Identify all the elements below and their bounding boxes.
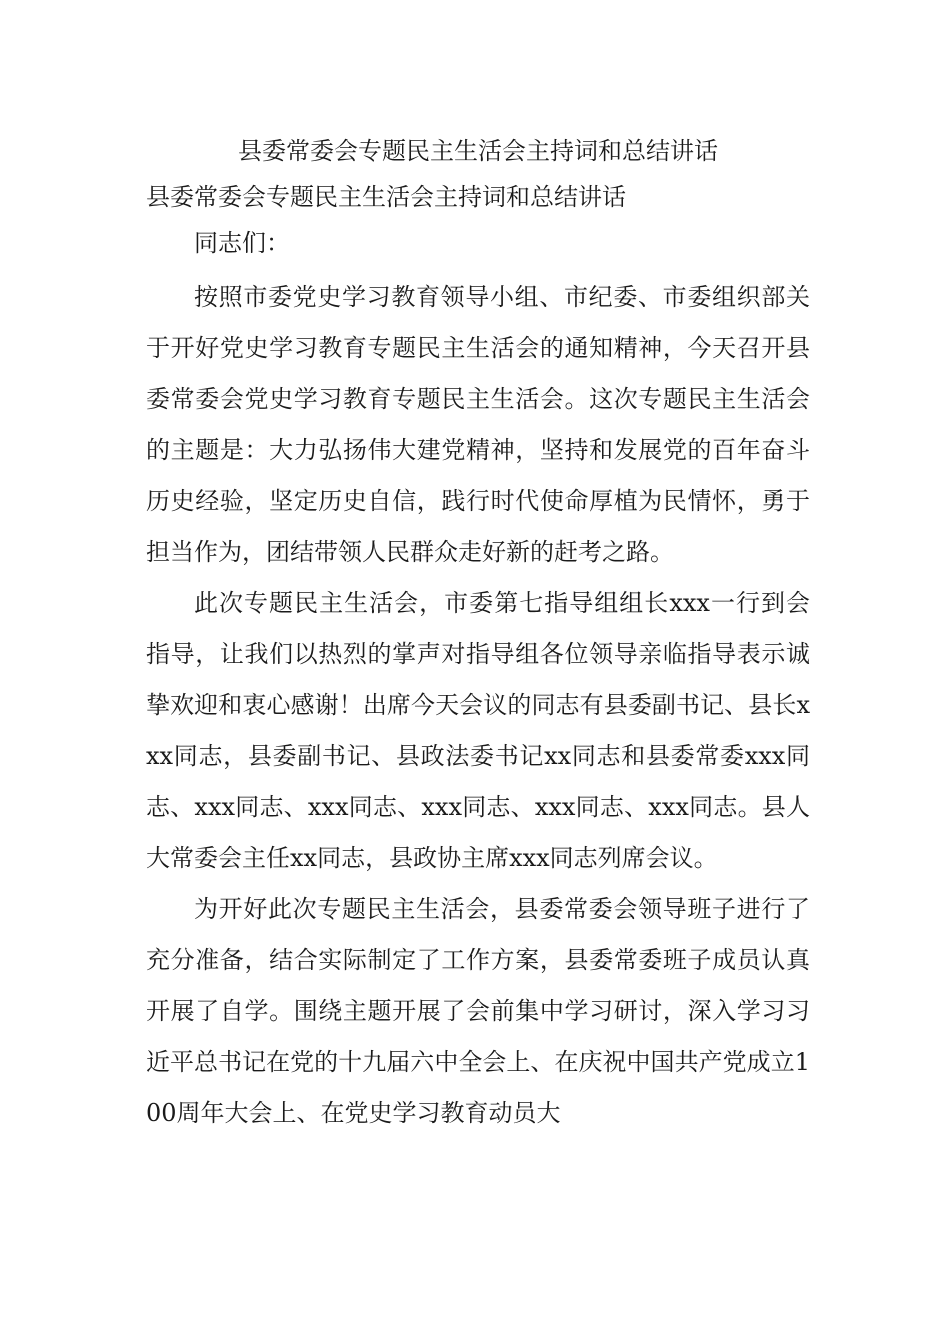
paragraph-2: 此次专题民主生活会，市委第七指导组组长xxx一行到会指导，让我们以热烈的掌声对指导组各位领导亲临指导表示诚挚欢迎和衷心感谢！出席今天会议的同志有县委副书记、县长xxx同志，县委副书记、县政法委书记xx同志和县委常委xxx同志、xxx同志、xxx同志、xxx同志、xxx同志、xxx同志。县人大常委会主任xx同志，县政协主席xxx同志列席会议。: [146, 589, 810, 872]
document-title: 县委常委会专题民主生活会主持词和总结讲话: [238, 137, 718, 165]
document-body: [146, 128, 810, 1139]
document-subtitle: 县委常委会专题民主生活会主持词和总结讲话: [146, 183, 626, 211]
paragraph-3: 为开好此次专题民主生活会，县委常委会领导班子进行了充分准备，结合实际制定了工作方案，县委常委班子成员认真开展了自学。围绕主题开展了会前集中学习研讨，深入学习习近平总书记在党的十九届六中全会上、在庆祝中国共产党成立100周年大会上、在党史学习教育动员大: [146, 895, 810, 1127]
greeting: 同志们：: [194, 229, 290, 257]
paragraph-1: 按照市委党史学习教育领导小组、市纪委、市委组织部关于开好党史学习教育专题民主生活会的通知精神，今天召开县委常委会党史学习教育专题民主生活会。这次专题民主生活会的主题是：大力弘扬伟大建党精神，坚持和发展党的百年奋斗历史经验，坚定历史自信，践行时代使命厚植为民情怀，勇于担当作为，团结带领人民群众走好新的赶考之路。: [146, 283, 810, 566]
